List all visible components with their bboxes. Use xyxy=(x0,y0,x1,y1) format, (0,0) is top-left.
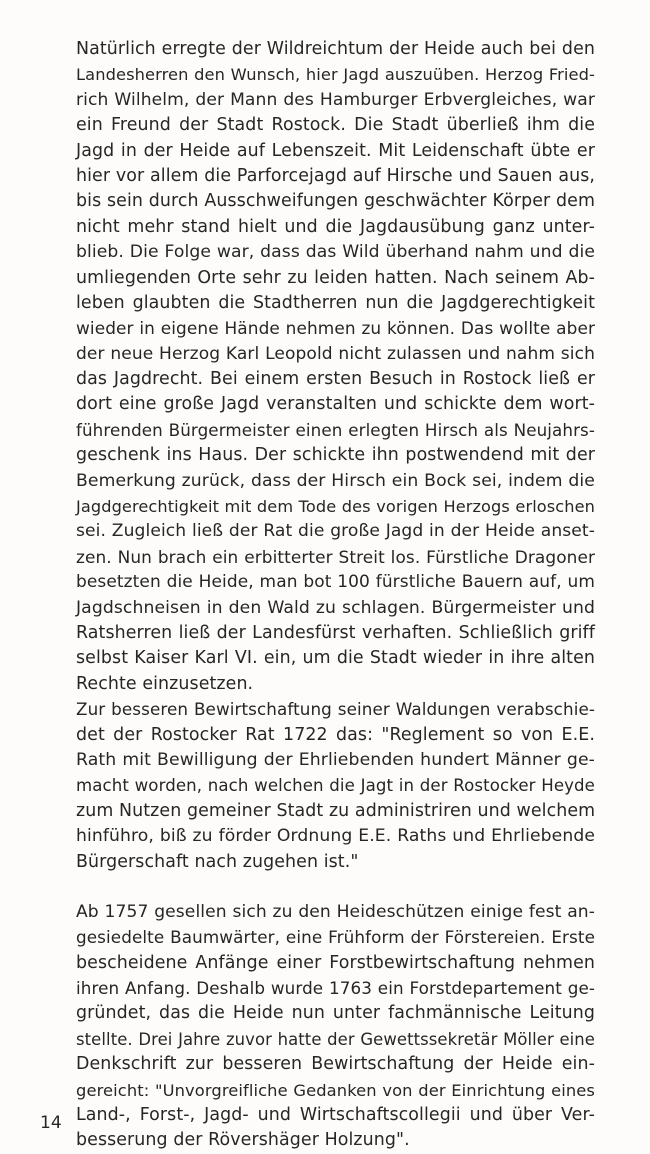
text-line: Bürgerschaft nach zugehen ist." xyxy=(76,851,359,872)
text-line: Rechte einzusetzen. xyxy=(76,673,254,694)
text-line: Zur besseren Bewirtschaftung seiner Waldungen verabschie- xyxy=(76,699,595,720)
text-line: umliegenden Orte sehr zu leiden hatten. Nach seinem Ab- xyxy=(76,267,595,288)
text-line: nicht mehr stand hielt und die Jagdausübung ganz unter- xyxy=(76,216,595,237)
text-line: macht worden, nach welchen die Jagt in der Rostocker Heyde xyxy=(76,776,595,796)
text-line: Jagd in der Heide auf Lebenszeit. Mit Leidenschaft übte er xyxy=(76,140,595,161)
text-line: hinführo, biß zu förder Ordnung E.E. Raths und Ehrliebende xyxy=(76,826,595,847)
text-line: Rath mit Bewilligung der Ehrliebenden hundert Männer ge- xyxy=(76,749,595,770)
text-line: leben glaubten die Stadtherren nun die Jagdgerechtigkeit xyxy=(76,292,595,313)
paragraph-2 xyxy=(76,697,595,875)
paragraph-3 xyxy=(76,900,595,1154)
text-line: stellte. Drei Jahre zuvor hatte der Gewettssekretär Möller eine xyxy=(76,1029,595,1049)
text-line: wieder in eigene Hände nehmen zu können. Das wollte aber xyxy=(76,318,595,339)
text-line: blieb. Die Folge war, dass das Wild überhand nahm und die xyxy=(76,242,595,263)
text-line: ein Freund der Stadt Rostock. Die Stadt überließ ihm die xyxy=(76,115,595,136)
paragraph-1 xyxy=(76,37,595,697)
text-line: Land-, Forst-, Jagd- und Wirtschaftscollegii und über Ver- xyxy=(76,1105,595,1126)
text-line: sei. Zugleich ließ der Rat die große Jagd in der Heide anset- xyxy=(76,521,595,542)
text-line: Natürlich erregte der Wildreichtum der Heide auch bei den xyxy=(76,39,595,59)
body-text xyxy=(76,37,595,1154)
text-line: rich Wilhelm, der Mann des Hamburger Erbvergleiches, war xyxy=(76,89,595,110)
text-line: das Jagdrecht. Bei einem ersten Besuch in Rostock ließ er xyxy=(76,369,595,390)
text-line: bescheidene Anfänge einer Forstbewirtschaftung nehmen xyxy=(76,952,595,973)
text-line: gereicht: "Unvorgreifliche Gedanken von der Einrichtung eines xyxy=(76,1080,595,1100)
text-line: selbst Kaiser Karl VI. ein, um die Stadt wieder in ihre alten xyxy=(76,648,595,669)
text-line: Ratsherren ließ der Landesfürst verhaften. Schließlich griff xyxy=(76,622,595,643)
text-line: geschenk ins Haus. Der schickte ihn postwendend mit der xyxy=(76,445,595,466)
text-line: hier vor allem die Parforcejagd auf Hirsche und Sauen aus, xyxy=(76,165,595,186)
text-line: Ab 1757 gesellen sich zu den Heideschützen einige fest an- xyxy=(76,901,595,922)
text-line: gesiedelte Baumwärter, eine Frühform der Förstereien. Erste xyxy=(76,927,595,948)
text-line: bis sein durch Ausschweifungen geschwächter Körper dem xyxy=(76,191,595,212)
text-line: führenden Bürgermeister einen erlegten Hirsch als Neujahrs- xyxy=(76,419,595,440)
text-line: besetzten die Heide, man bot 100 fürstliche Bauern auf, um xyxy=(76,572,595,593)
text-line: Jagdgerechtigkeit mit dem Tode des vorigen Herzogs erloschen xyxy=(76,497,595,517)
text-line: Bemerkung zurück, dass der Hirsch ein Bock sei, indem die xyxy=(76,470,595,491)
text-line: besserung der Rövershäger Holzung". xyxy=(76,1130,410,1151)
text-line: gründet, das die Heide nun unter fachmännische Leitung xyxy=(76,1003,595,1024)
text-line: zum Nutzen gemeiner Stadt zu administriren und welchem xyxy=(76,800,596,821)
text-line: Jagdschneisen in den Wald zu schlagen. Bürgermeister und xyxy=(76,597,595,618)
text-line: dort eine große Jagd veranstalten und schickte dem wort- xyxy=(76,394,595,415)
text-line: zen. Nun brach ein erbitterter Streit los. Fürstliche Dragoner xyxy=(76,546,595,567)
text-line: det der Rostocker Rat 1722 das: "Reglement so von E.E. xyxy=(76,724,595,745)
text-line: Landesherren den Wunsch, hier Jagd auszuüben. Herzog Fried- xyxy=(76,65,595,85)
page-number: 14 xyxy=(40,1113,62,1133)
paragraph-spacer xyxy=(76,875,595,900)
text-line: ihren Anfang. Deshalb wurde 1763 ein Forstdepartement ge- xyxy=(76,978,595,999)
text-line: der neue Herzog Karl Leopold nicht zulassen und nahm sich xyxy=(76,343,595,364)
text-line: Denkschrift zur besseren Bewirtschaftung der Heide ein- xyxy=(76,1054,595,1075)
